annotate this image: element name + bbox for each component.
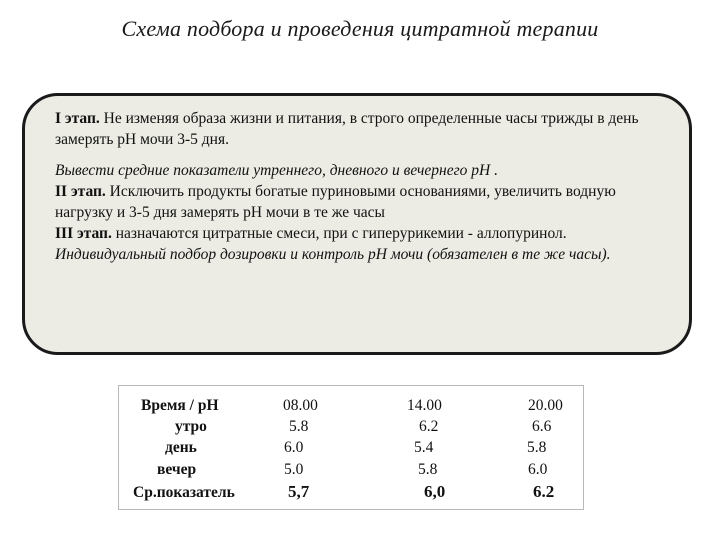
stage-2-text: Исключить продукты богатые пуриновыми основаниями, увеличить водную нагрузку и 3-5 дня замерять рН мочи в те же часы: [55, 183, 616, 221]
stage-3-label: III этап.: [55, 225, 112, 242]
table-cell: 5.8: [527, 439, 547, 456]
stage-2-label: II этап.: [55, 183, 106, 200]
table-cell: 6.0: [284, 439, 304, 456]
row-label-average: Ср.показатель: [133, 484, 235, 501]
header-label: Время / рН: [141, 397, 219, 414]
header-time-1400: 14.00: [407, 397, 442, 414]
table-cell: 5.8: [289, 418, 309, 435]
stage-1-paragraph: [55, 108, 667, 150]
table-cell: 5.8: [418, 461, 438, 478]
header-time-2000: 20.00: [528, 397, 563, 414]
row-label-day: день: [165, 439, 197, 456]
stage-3-paragraph: [55, 223, 667, 244]
slide-title: Схема подбора и проведения цитратной терапии: [121, 16, 599, 41]
stage-1-text: Не изменяя образа жизни и питания, в строго определенные часы трижды в день замерять рН мочи 3-5 дня.: [55, 110, 639, 148]
row-label-evening: вечер: [157, 461, 197, 478]
table-cell: 6.0: [528, 461, 548, 478]
table-cell: 5.0: [284, 461, 304, 478]
table-cell: 6,0: [424, 482, 446, 501]
averages-paragraph: Вывести средние показатели утреннего, дневного и вечернего рН .: [55, 162, 498, 179]
table-cell: 6.2: [419, 418, 439, 435]
header-time-0800: 08.00: [283, 397, 318, 414]
individual-dosing-paragraph: Индивидуальный подбор дозировки и контроль рН мочи (обязателен в те же часы).: [55, 246, 611, 263]
table-cell: 5,7: [288, 482, 310, 501]
table-cell: 6.2: [533, 482, 555, 501]
therapy-scheme-callout: [22, 93, 692, 355]
stage-3-text: назначаются цитратные смеси, при с гиперурикемии - аллопуринол.: [111, 225, 567, 242]
stage-2-paragraph: [55, 181, 667, 223]
table-cell: 5.4: [414, 439, 434, 456]
row-label-morning: утро: [175, 418, 207, 435]
table-cell: 6.6: [532, 418, 552, 435]
stage-1-label: I этап.: [55, 110, 100, 127]
ph-measurement-table: [118, 385, 584, 510]
